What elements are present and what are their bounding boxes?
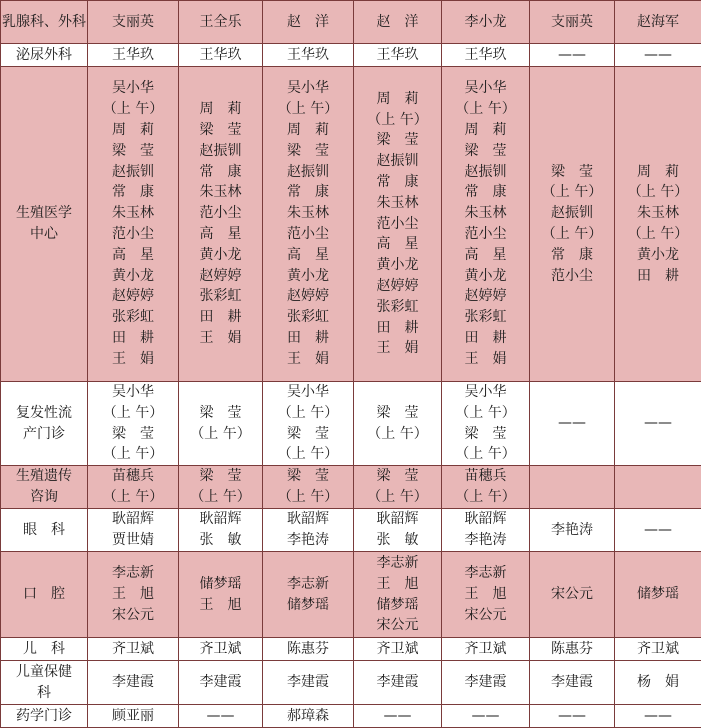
schedule-cell: 周 莉 梁 莹 赵振钏 常 康 朱玉林 范小尘 高 星 黄小龙 赵婷婷 张彩虹 田 耕 王 娟: [179, 67, 263, 382]
table-row: [1, 661, 701, 705]
schedule-cell: 李志新 储梦瑶: [263, 552, 354, 638]
schedule-cell: 吴小华 （上 午） 梁 莹 （上 午）: [442, 382, 530, 466]
dept-cell: 生殖遗传 咨询: [1, 466, 88, 509]
schedule-cell: 梁 莹 （上 午）: [263, 466, 354, 509]
schedule-cell: 耿韶辉 贾世婧: [88, 509, 179, 552]
table-row: [1, 638, 701, 661]
dept-cell: 复发性流 产门诊: [1, 382, 88, 466]
header-cell: 赵 洋: [354, 1, 442, 44]
header-cell: 支丽英: [530, 1, 615, 44]
schedule-cell: 吴小华 （上 午） 梁 莹 （上 午）: [263, 382, 354, 466]
header-cell: 赵海军: [615, 1, 701, 44]
table-row: [1, 382, 701, 466]
schedule-cell: ——: [615, 705, 701, 728]
schedule-cell: 梁 莹 （上 午） 赵振钏 （上 午） 常 康 范小尘: [530, 67, 615, 382]
schedule-cell: 王华玖: [88, 44, 179, 67]
schedule-cell: 梁 莹 （上 午）: [179, 382, 263, 466]
dept-cell: 儿 科: [1, 638, 88, 661]
table-row: [1, 509, 701, 552]
schedule-cell: 郝璋森: [263, 705, 354, 728]
schedule-cell: ——: [615, 382, 701, 466]
schedule-cell: 苗穗兵 （上 午）: [88, 466, 179, 509]
table-row: [1, 466, 701, 509]
header-cell: 李小龙: [442, 1, 530, 44]
schedule-cell: 储梦瑶 王 旭: [179, 552, 263, 638]
header-cell: 支丽英: [88, 1, 179, 44]
dept-cell: 生殖医学 中心: [1, 67, 88, 382]
schedule-cell: 梁 莹 （上 午）: [179, 466, 263, 509]
header-row: [1, 1, 701, 44]
schedule-cell: 李建霞: [88, 661, 179, 705]
schedule-cell: ——: [615, 44, 701, 67]
schedule-cell: 耿韶辉 张 敏: [354, 509, 442, 552]
schedule-cell: 苗穗兵 （上 午）: [442, 466, 530, 509]
schedule-cell: 李志新 王 旭 宋公元: [442, 552, 530, 638]
dept-cell: 眼 科: [1, 509, 88, 552]
dept-cell: 药学门诊: [1, 705, 88, 728]
schedule-cell: 周 莉 （上 午） 梁 莹 赵振钏 常 康 朱玉林 范小尘 高 星 黄小龙 赵婷婷 张彩虹 田 耕 王 娟: [354, 67, 442, 382]
schedule-cell: 耿韶辉 张 敏: [179, 509, 263, 552]
schedule-cell: 齐卫斌: [442, 638, 530, 661]
table-row: [1, 44, 701, 67]
schedule-cell: 李建霞: [442, 661, 530, 705]
schedule-cell: 吴小华 （上 午） 周 莉 梁 莹 赵振钏 常 康 朱玉林 范小尘 高 星 黄小龙 赵婷婷 张彩虹 田 耕 王 娟: [263, 67, 354, 382]
schedule-cell: 吴小华 （上 午） 周 莉 梁 莹 赵振钏 常 康 朱玉林 范小尘 高 星 黄小龙 赵婷婷 张彩虹 田 耕 王 娟: [88, 67, 179, 382]
header-cell: 王全乐: [179, 1, 263, 44]
schedule-cell: 齐卫斌: [179, 638, 263, 661]
schedule-cell: 吴小华 （上 午） 周 莉 梁 莹 赵振钏 常 康 朱玉林 范小尘 高 星 黄小龙 赵婷婷 张彩虹 田 耕 王 娟: [442, 67, 530, 382]
schedule-cell: 储梦瑶: [615, 552, 701, 638]
schedule-cell: 陈惠芬: [263, 638, 354, 661]
schedule-cell: 吴小华 （上 午） 梁 莹 （上 午）: [88, 382, 179, 466]
schedule-cell: 梁 莹 （上 午）: [354, 466, 442, 509]
schedule-cell: 齐卫斌: [88, 638, 179, 661]
schedule-cell: 王华玖: [442, 44, 530, 67]
schedule-cell: 王华玖: [179, 44, 263, 67]
schedule-cell: [615, 466, 701, 509]
schedule-cell: ——: [442, 705, 530, 728]
schedule-cell: 顾亚丽: [88, 705, 179, 728]
dept-cell: 儿童保健 科: [1, 661, 88, 705]
schedule-cell: ——: [179, 705, 263, 728]
table-row: [1, 705, 701, 728]
schedule-cell: 耿韶辉 李艳涛: [442, 509, 530, 552]
schedule-cell: 李志新 王 旭 宋公元: [88, 552, 179, 638]
schedule-cell: 李建霞: [179, 661, 263, 705]
header-cell: 乳腺科、外科: [1, 1, 88, 44]
schedule-cell: 王华玖: [354, 44, 442, 67]
table-row: [1, 67, 701, 382]
schedule-cell: 李建霞: [530, 661, 615, 705]
schedule-cell: 李建霞: [263, 661, 354, 705]
schedule-cell: ——: [530, 705, 615, 728]
schedule-cell: 耿韶辉 李艳涛: [263, 509, 354, 552]
schedule-cell: 梁 莹 （上 午）: [354, 382, 442, 466]
schedule-cell: 陈惠芬: [530, 638, 615, 661]
schedule-cell: 齐卫斌: [615, 638, 701, 661]
schedule-cell: 王华玖: [263, 44, 354, 67]
schedule-cell: 李艳涛: [530, 509, 615, 552]
schedule-cell: [530, 466, 615, 509]
dept-cell: 泌尿外科: [1, 44, 88, 67]
schedule-cell: ——: [354, 705, 442, 728]
schedule-cell: 宋公元: [530, 552, 615, 638]
schedule-cell: ——: [530, 382, 615, 466]
schedule-cell: ——: [615, 509, 701, 552]
schedule-cell: 李志新 王 旭 储梦瑶 宋公元: [354, 552, 442, 638]
header-cell: 赵 洋: [263, 1, 354, 44]
schedule-cell: 李建霞: [354, 661, 442, 705]
schedule-cell: 杨 娟: [615, 661, 701, 705]
dept-cell: 口 腔: [1, 552, 88, 638]
schedule-cell: ——: [530, 44, 615, 67]
schedule-cell: 周 莉 （上 午） 朱玉林 （上 午） 黄小龙 田 耕: [615, 67, 701, 382]
table-row: [1, 552, 701, 638]
schedule-cell: 齐卫斌: [354, 638, 442, 661]
